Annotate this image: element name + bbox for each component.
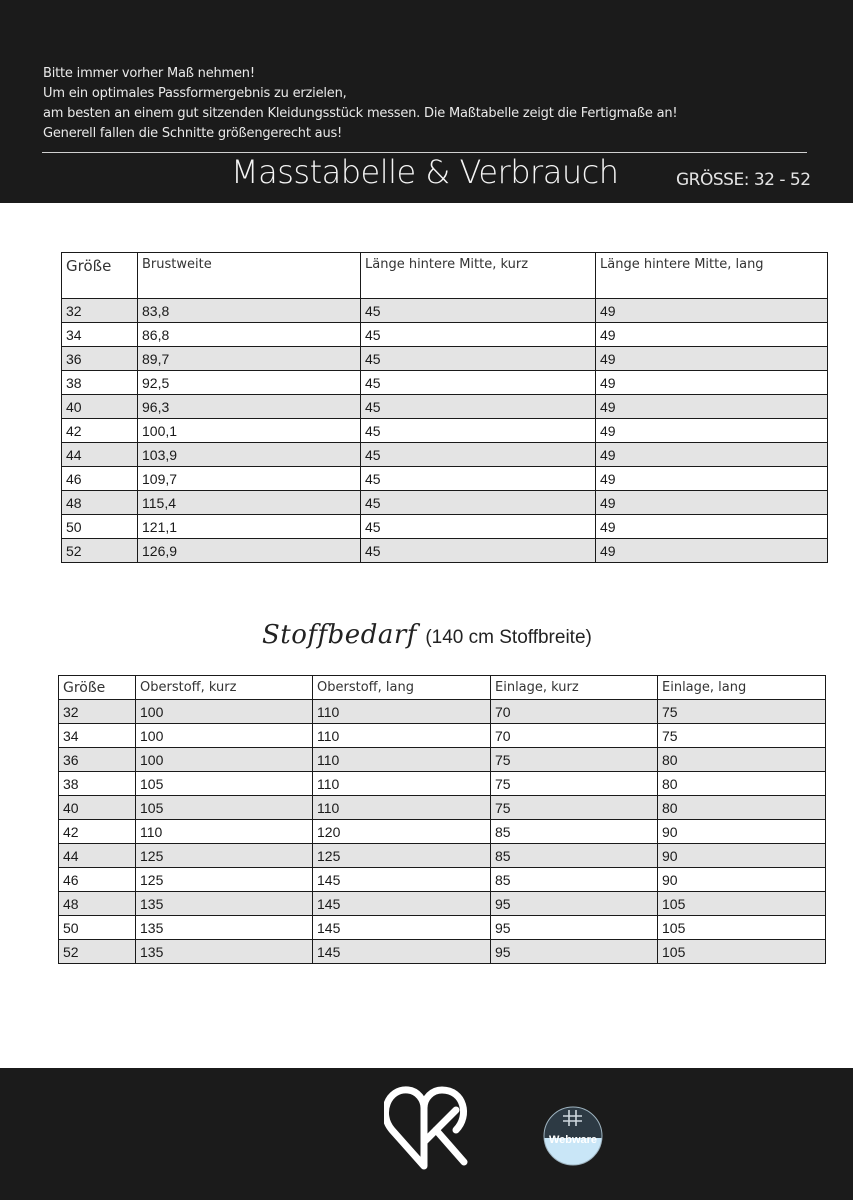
size-table-header: Länge hintere Mitte, lang <box>596 253 828 299</box>
table-cell: 95 <box>491 892 658 916</box>
table-cell: 49 <box>596 419 828 443</box>
table-cell: 110 <box>136 820 313 844</box>
table-cell: 70 <box>491 700 658 724</box>
header-band <box>0 0 853 203</box>
table-cell: 38 <box>62 371 138 395</box>
note-line: Bitte immer vorher Maß nehmen! <box>43 66 255 81</box>
table-cell: 75 <box>658 724 826 748</box>
table-cell: 75 <box>491 772 658 796</box>
table-cell: 86,8 <box>138 323 361 347</box>
table-row <box>62 323 828 347</box>
table-cell: 75 <box>658 700 826 724</box>
table-cell: 49 <box>596 323 828 347</box>
size-table-header: Brustweite <box>138 253 361 299</box>
table-cell: 92,5 <box>138 371 361 395</box>
table-row <box>59 844 826 868</box>
table-cell: 42 <box>62 419 138 443</box>
table-cell: 109,7 <box>138 467 361 491</box>
table-row <box>59 892 826 916</box>
fabric-table-header: Oberstoff, lang <box>313 676 491 700</box>
table-cell: 34 <box>62 323 138 347</box>
table-cell: 125 <box>136 868 313 892</box>
table-cell: 110 <box>313 748 491 772</box>
table-cell: 45 <box>361 371 596 395</box>
table-cell: 46 <box>62 467 138 491</box>
table-row <box>59 868 826 892</box>
table-cell: 49 <box>596 443 828 467</box>
table-row <box>62 395 828 419</box>
table-row <box>62 443 828 467</box>
table-cell: 49 <box>596 467 828 491</box>
table-cell: 145 <box>313 916 491 940</box>
table-cell: 110 <box>313 796 491 820</box>
table-cell: 80 <box>658 772 826 796</box>
table-cell: 49 <box>596 347 828 371</box>
table-cell: 90 <box>658 820 826 844</box>
fabric-table-header-row <box>59 676 826 700</box>
table-cell: 125 <box>313 844 491 868</box>
table-cell: 105 <box>658 940 826 964</box>
table-cell: 75 <box>491 796 658 820</box>
table-cell: 125 <box>136 844 313 868</box>
table-row <box>59 772 826 796</box>
fabric-table-header: Größe <box>59 676 136 700</box>
table-row <box>62 515 828 539</box>
table-cell: 38 <box>59 772 136 796</box>
table-row <box>59 820 826 844</box>
table-cell: 45 <box>361 539 596 563</box>
table-row <box>59 916 826 940</box>
fabric-table-header: Einlage, lang <box>658 676 826 700</box>
table-cell: 44 <box>59 844 136 868</box>
table-row <box>62 347 828 371</box>
table-row <box>62 539 828 563</box>
table-cell: 145 <box>313 868 491 892</box>
table-cell: 80 <box>658 748 826 772</box>
table-cell: 80 <box>658 796 826 820</box>
table-cell: 44 <box>62 443 138 467</box>
table-cell: 49 <box>596 395 828 419</box>
table-cell: 48 <box>62 491 138 515</box>
fabric-table-header: Einlage, kurz <box>491 676 658 700</box>
table-cell: 45 <box>361 347 596 371</box>
size-table-header-row <box>62 253 828 299</box>
size-table-header: Länge hintere Mitte, kurz <box>361 253 596 299</box>
webware-badge <box>543 1106 603 1166</box>
table-row <box>62 491 828 515</box>
table-cell: 95 <box>491 940 658 964</box>
table-cell: 100 <box>136 748 313 772</box>
table-cell: 115,4 <box>138 491 361 515</box>
table-cell: 34 <box>59 724 136 748</box>
page-title: Masstabelle & Verbrauch <box>231 153 619 191</box>
table-cell: 36 <box>59 748 136 772</box>
table-cell: 105 <box>136 772 313 796</box>
table-cell: 110 <box>313 772 491 796</box>
table-cell: 126,9 <box>138 539 361 563</box>
table-cell: 40 <box>62 395 138 419</box>
size-table-header: Größe <box>62 253 138 299</box>
table-cell: 145 <box>313 892 491 916</box>
table-row <box>59 748 826 772</box>
table-cell: 45 <box>361 443 596 467</box>
table-cell: 89,7 <box>138 347 361 371</box>
table-cell: 83,8 <box>138 299 361 323</box>
table-cell: 45 <box>361 299 596 323</box>
fabric-requirement-title <box>262 620 592 650</box>
table-cell: 135 <box>136 916 313 940</box>
table-cell: 45 <box>361 515 596 539</box>
table-cell: 100,1 <box>138 419 361 443</box>
table-cell: 45 <box>361 419 596 443</box>
table-cell: 121,1 <box>138 515 361 539</box>
fabric-width-note: (140 cm Stoffbreite) <box>425 627 592 648</box>
table-cell: 49 <box>596 491 828 515</box>
table-cell: 40 <box>59 796 136 820</box>
note-line: Um ein optimales Passformergebnis zu erzielen, <box>43 86 347 101</box>
table-cell: 49 <box>596 539 828 563</box>
table-cell: 120 <box>313 820 491 844</box>
table-cell: 50 <box>62 515 138 539</box>
table-cell: 110 <box>313 700 491 724</box>
table-cell: 105 <box>136 796 313 820</box>
fabric-table-header: Oberstoff, kurz <box>136 676 313 700</box>
badge-label: Webware <box>548 1134 598 1146</box>
table-cell: 75 <box>491 748 658 772</box>
table-cell: 32 <box>59 700 136 724</box>
table-cell: 70 <box>491 724 658 748</box>
table-cell: 52 <box>62 539 138 563</box>
table-cell: 32 <box>62 299 138 323</box>
table-row <box>62 371 828 395</box>
table-cell: 100 <box>136 724 313 748</box>
table-cell: 135 <box>136 892 313 916</box>
table-cell: 96,3 <box>138 395 361 419</box>
table-cell: 85 <box>491 868 658 892</box>
note-line: am besten an einem gut sitzenden Kleidungsstück messen. Die Maßtabelle zeigt die Fertigmaße an! <box>43 106 678 121</box>
measure-notes <box>43 64 763 144</box>
table-cell: 49 <box>596 371 828 395</box>
table-cell: 50 <box>59 916 136 940</box>
table-cell: 46 <box>59 868 136 892</box>
table-cell: 52 <box>59 940 136 964</box>
size-range-label: GRÖSSE: 32 - 52 <box>676 170 811 190</box>
table-row <box>62 467 828 491</box>
heart-k-logo <box>384 1080 472 1170</box>
table-cell: 85 <box>491 844 658 868</box>
table-cell: 90 <box>658 844 826 868</box>
size-table <box>61 252 828 563</box>
table-cell: 95 <box>491 916 658 940</box>
table-cell: 103,9 <box>138 443 361 467</box>
table-row <box>59 796 826 820</box>
table-cell: 135 <box>136 940 313 964</box>
table-cell: 49 <box>596 515 828 539</box>
table-cell: 100 <box>136 700 313 724</box>
table-cell: 48 <box>59 892 136 916</box>
table-cell: 45 <box>361 491 596 515</box>
table-cell: 85 <box>491 820 658 844</box>
table-row <box>59 940 826 964</box>
table-cell: 45 <box>361 395 596 419</box>
table-cell: 42 <box>59 820 136 844</box>
table-cell: 105 <box>658 892 826 916</box>
table-row <box>62 419 828 443</box>
table-cell: 49 <box>596 299 828 323</box>
table-cell: 45 <box>361 323 596 347</box>
note-line: Generell fallen die Schnitte größengerecht aus! <box>43 126 343 141</box>
table-cell: 45 <box>361 467 596 491</box>
table-row <box>62 299 828 323</box>
table-row <box>59 700 826 724</box>
table-cell: 145 <box>313 940 491 964</box>
table-cell: 110 <box>313 724 491 748</box>
table-cell: 36 <box>62 347 138 371</box>
fabric-title-script: Stoffbedarf <box>262 620 417 650</box>
table-cell: 105 <box>658 916 826 940</box>
table-row <box>59 724 826 748</box>
table-cell: 90 <box>658 868 826 892</box>
fabric-table <box>58 675 826 964</box>
